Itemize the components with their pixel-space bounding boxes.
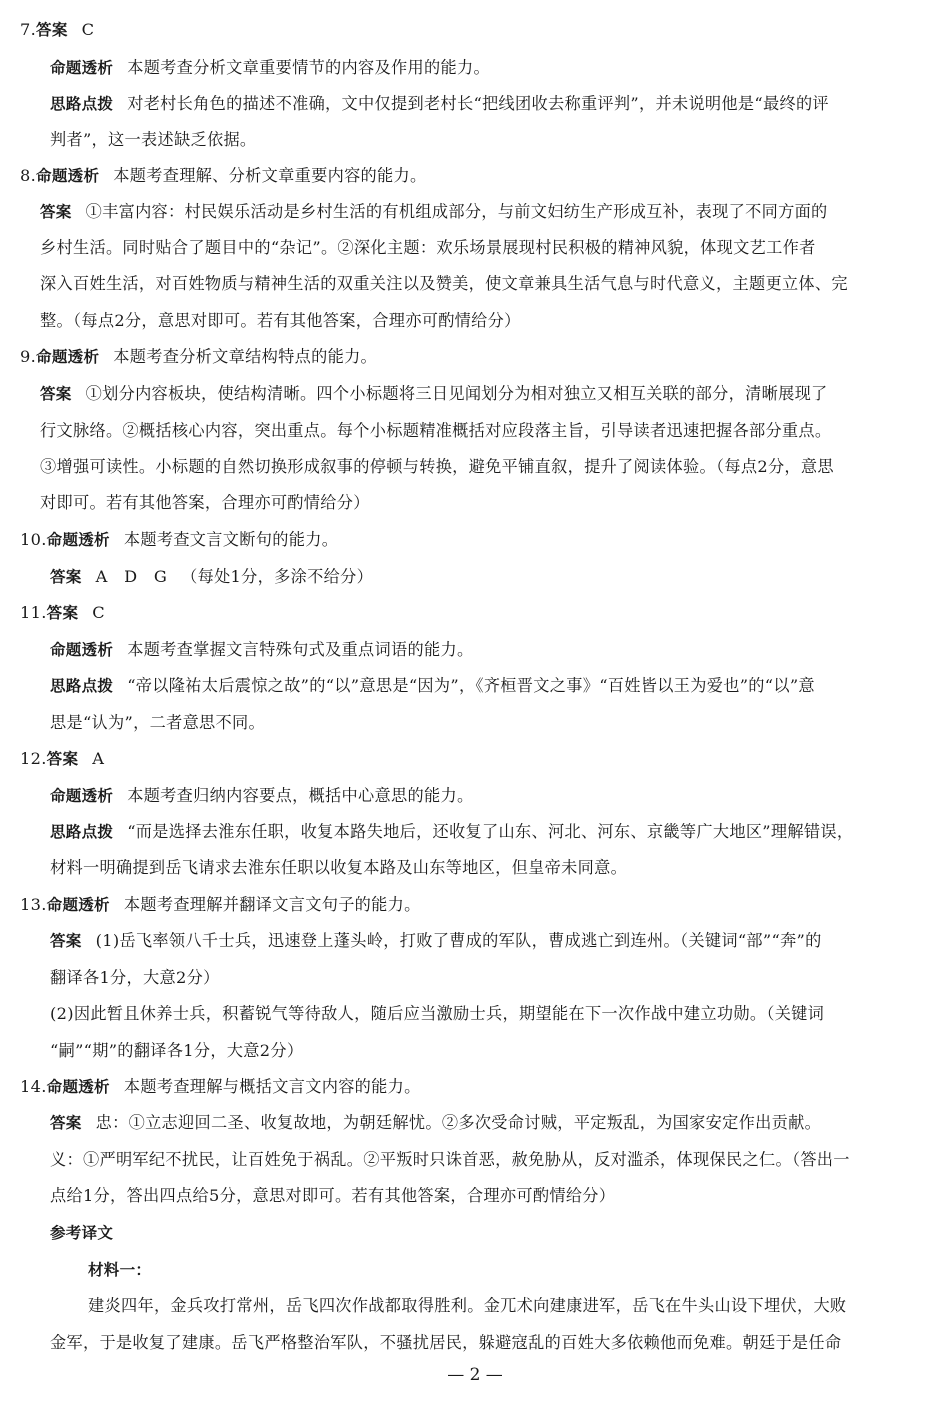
q7-analysis-line — [50, 57, 490, 79]
q8-number: 8. — [20, 166, 37, 185]
q14-number: 14. — [20, 1077, 47, 1096]
q14-answer-text-1: 忠：①立志迎回二圣、收复故地，为朝廷解忧。②多次受命讨贼，平定叛乱，为国家安定作出贡献。 — [95, 1113, 822, 1132]
q11-hint-line-1 — [50, 675, 815, 697]
q8-answer-label: 答案 — [40, 203, 72, 221]
q7-answer-value: C — [81, 20, 95, 39]
q9-answer-text-1: ①划分内容板块，使结构清晰。四个小标题将三日见闻划分为相对独立又相互关联的部分，清晰展现了 — [85, 384, 828, 403]
q13-answer-text-1: (1)岳飞率领八千士兵，迅速登上蓬头岭，打败了曹成的军队，曹成逃亡到连州。（关键词“部”“奔”的 — [95, 931, 822, 950]
translation-line-2: 金军，于是收复了建康。岳飞严格整治军队，不骚扰居民，躲避寇乱的百姓大多依赖他而免难。朝廷于是任命 — [50, 1333, 842, 1352]
q12-hint-text-1: “而是选择去淮东任职，收复本路失地后，还收复了山东、河北、河东、京畿等广大地区”理解错误， — [127, 822, 854, 841]
q13-analysis-label: 命题透析 — [46, 896, 110, 914]
q9-number: 9. — [20, 347, 37, 366]
q14-answer-line-1 — [50, 1112, 821, 1134]
q7-analysis-text: 本题考查分析文章重要情节的内容及作用的能力。 — [127, 58, 490, 77]
q12-analysis-label: 命题透析 — [50, 787, 114, 805]
q12-answer-line — [20, 748, 104, 770]
q8-analysis-line — [20, 165, 427, 187]
q8-analysis-text: 本题考查理解、分析文章重要内容的能力。 — [113, 166, 427, 185]
q7-hint-line-1 — [50, 93, 829, 115]
q7-number: 7. — [20, 20, 37, 39]
q11-answer-value: C — [92, 603, 105, 622]
q7-answer-label: 答案 — [36, 21, 68, 39]
q7-hint-label: 思路点拨 — [50, 95, 114, 113]
q13-answer-line-3: (2)因此暂且休养士兵，积蓄锐气等待敌人，随后应当激励士兵，期望能在下一次作战中建立功勋。（关键词 — [50, 1004, 825, 1023]
q9-answer-line-2: 行文脉络。②概括核心内容，突出重点。每个小标题精准概括对应段落主旨，引导读者迅速把握各部分重点。 — [40, 421, 832, 440]
page-number: — 2 — — [447, 1365, 503, 1385]
q12-answer-value: A — [92, 749, 105, 768]
q8-answer-line-3: 深入百姓生活，对百姓物质与精神生活的双重关注以及赞美，使文章兼具生活气息与时代意义，主题更立体、完 — [40, 274, 848, 293]
q8-answer-line-4: 整。（每点2分，意思对即可。若有其他答案，合理亦可酌情给分） — [40, 311, 521, 330]
q12-number: 12. — [20, 749, 47, 768]
q7-analysis-label: 命题透析 — [50, 59, 114, 77]
q9-answer-line-4: 对即可。若有其他答案，合理亦可酌情给分） — [40, 493, 370, 512]
q11-analysis-label: 命题透析 — [50, 641, 114, 659]
q10-analysis-text: 本题考查文言文断句的能力。 — [123, 530, 339, 549]
q11-analysis-line — [50, 639, 473, 661]
q9-answer-line-1 — [40, 383, 828, 405]
q11-hint-text-1: “帝以隆祐太后震惊之故”的“以”意思是“因为”，《齐桓晋文之事》“百姓皆以王为爱也”的“以”意 — [127, 676, 815, 695]
q13-answer-line-1 — [50, 930, 822, 952]
q11-hint-line-2: 思是“认为”，二者意思不同。 — [50, 713, 265, 732]
q10-number: 10. — [20, 530, 47, 549]
q13-answer-line-4: “嗣”“期”的翻译各1分，大意2分） — [50, 1041, 304, 1060]
q12-answer-label: 答案 — [46, 750, 79, 768]
q13-analysis-line — [20, 894, 421, 916]
q11-hint-label: 思路点拨 — [50, 677, 114, 695]
q9-analysis-label: 命题透析 — [36, 348, 100, 366]
translation-line-1: 建炎四年，金兵攻打常州，岳飞四次作战都取得胜利。金兀术向建康进军，岳飞在牛头山设下埋伏，大败 — [88, 1296, 847, 1315]
q13-answer-label: 答案 — [50, 932, 82, 950]
q8-answer-line-1 — [40, 201, 828, 223]
q7-hint-line-2: 判者”，这一表述缺乏依据。 — [50, 130, 257, 149]
q12-analysis-text: 本题考查归纳内容要点，概括中心意思的能力。 — [127, 786, 474, 805]
q10-answer-label: 答案 — [50, 568, 82, 586]
q10-analysis-label: 命题透析 — [46, 531, 110, 549]
q7-hint-text-1: 对老村长角色的描述不准确，文中仅提到老村长“把线团收去称重评判”，并未说明他是“最终的评 — [127, 94, 829, 113]
q8-answer-line-2: 乡村生活。同时贴合了题目中的“杂记”。②深化主题：欢乐场景展现村民积极的精神风貌，体现文艺工作者 — [40, 238, 816, 257]
material-one-label: 材料一： — [88, 1261, 152, 1279]
q7-answer-line — [20, 19, 94, 41]
q13-analysis-text: 本题考查理解并翻译文言文句子的能力。 — [123, 895, 421, 914]
q14-analysis-line — [20, 1076, 421, 1098]
q12-hint-label: 思路点拨 — [50, 823, 114, 841]
q10-scoring-note: （每处1分，多涂不给分） — [181, 567, 374, 586]
q14-analysis-label: 命题透析 — [46, 1078, 110, 1096]
q13-number: 13. — [20, 895, 47, 914]
q8-answer-text-1: ①丰富内容：村民娱乐活动是乡村生活的有机组成部分，与前文妇纺生产形成互补，表现了不同方面的 — [85, 202, 828, 221]
q14-answer-line-3: 点给1分，答出四点给5分，意思对即可。若有其他答案，合理亦可酌情给分） — [50, 1186, 616, 1205]
translation-heading: 参考译文 — [50, 1224, 114, 1242]
q9-analysis-line — [20, 346, 377, 368]
q10-analysis-line — [20, 529, 338, 551]
q14-answer-label: 答案 — [50, 1114, 82, 1132]
q9-analysis-text: 本题考查分析文章结构特点的能力。 — [113, 347, 378, 366]
q12-hint-line-1 — [50, 821, 853, 843]
q14-answer-line-2: 义：①严明军纪不扰民，让百姓免于祸乱。②平叛时只诛首恶，赦免胁从，反对滥杀，体现保民之仁。（答出一 — [50, 1150, 850, 1169]
q12-analysis-line — [50, 785, 473, 807]
q10-answer-line — [50, 566, 373, 588]
q8-analysis-label: 命题透析 — [36, 167, 100, 185]
q14-analysis-text: 本题考查理解与概括文言文内容的能力。 — [123, 1077, 421, 1096]
q13-answer-line-2: 翻译各1分，大意2分） — [50, 968, 220, 987]
q10-answer-value: A D G — [95, 567, 168, 586]
q11-answer-label: 答案 — [46, 604, 79, 622]
q11-number: 11. — [20, 603, 47, 622]
q9-answer-line-3: ③增强可读性。小标题的自然切换形成叙事的停顿与转换，避免平铺直叙，提升了阅读体验。（每点2分，意思 — [40, 457, 834, 476]
q9-answer-label: 答案 — [40, 385, 72, 403]
q11-analysis-text: 本题考查掌握文言特殊句式及重点词语的能力。 — [127, 640, 474, 659]
q12-hint-line-2: 材料一明确提到岳飞请求去淮东任职以收复本路及山东等地区，但皇帝未同意。 — [50, 858, 628, 877]
q11-answer-line — [20, 602, 105, 624]
